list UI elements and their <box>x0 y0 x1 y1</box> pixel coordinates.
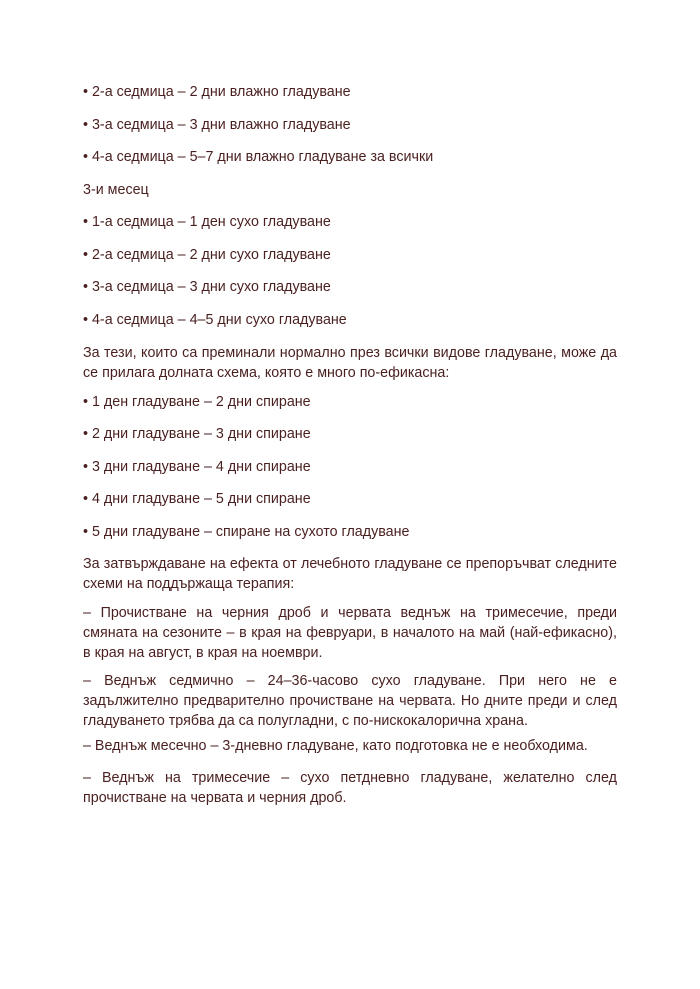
list-item: • 3 дни гладуване – 4 дни спиране <box>83 459 311 475</box>
paragraph: За тези, които са преминали нормално през всички видове гладуване, може да се прилага долната схема, която е много по-ефикасна: <box>83 345 617 381</box>
list-item: • 2-а седмица – 2 дни влажно гладуване <box>83 84 351 100</box>
list-item: • 1 ден гладуване – 2 дни спиране <box>83 394 311 410</box>
list-item: • 2-а седмица – 2 дни сухо гладуване <box>83 247 331 263</box>
paragraph: – Веднъж месечно – 3-дневно гладуване, като подготовка не е необходима. <box>83 738 588 754</box>
list-item: • 3-а седмица – 3 дни влажно гладуване <box>83 117 351 133</box>
paragraph: – Веднъж седмично – 24–36-часово сухо гладуване. При него не е задължително предварително прочистване на червата. Но дните преди и след гладуването трябва да са полугладни, с по-нискокалорична храна. <box>83 673 617 729</box>
section-heading: 3-и месец <box>83 182 149 198</box>
list-item: • 4 дни гладуване – 5 дни спиране <box>83 491 311 507</box>
list-item: • 5 дни гладуване – спиране на сухото гладуване <box>83 524 410 540</box>
paragraph: – Прочистване на черния дроб и червата веднъж на тримесечие, преди смяната на сезоните – в края на февруари, в началото на май (най-ефикасно), в края на август, в края на ноември. <box>83 605 617 661</box>
list-item: • 2 дни гладуване – 3 дни спиране <box>83 426 311 442</box>
list-item: • 3-а седмица – 3 дни сухо гладуване <box>83 279 331 295</box>
list-item: • 4-а седмица – 4–5 дни сухо гладуване <box>83 312 347 328</box>
list-item: • 4-а седмица – 5–7 дни влажно гладуване за всички <box>83 149 434 165</box>
list-item: • 1-а седмица – 1 ден сухо гладуване <box>83 214 331 230</box>
paragraph: За затвърждаване на ефекта от лечебното гладуване се препоръчват следните схеми на поддържаща терапия: <box>83 556 617 592</box>
paragraph: – Веднъж на тримесечие – сухо петдневно гладуване, желателно след прочистване на червата и черния дроб. <box>83 770 617 806</box>
